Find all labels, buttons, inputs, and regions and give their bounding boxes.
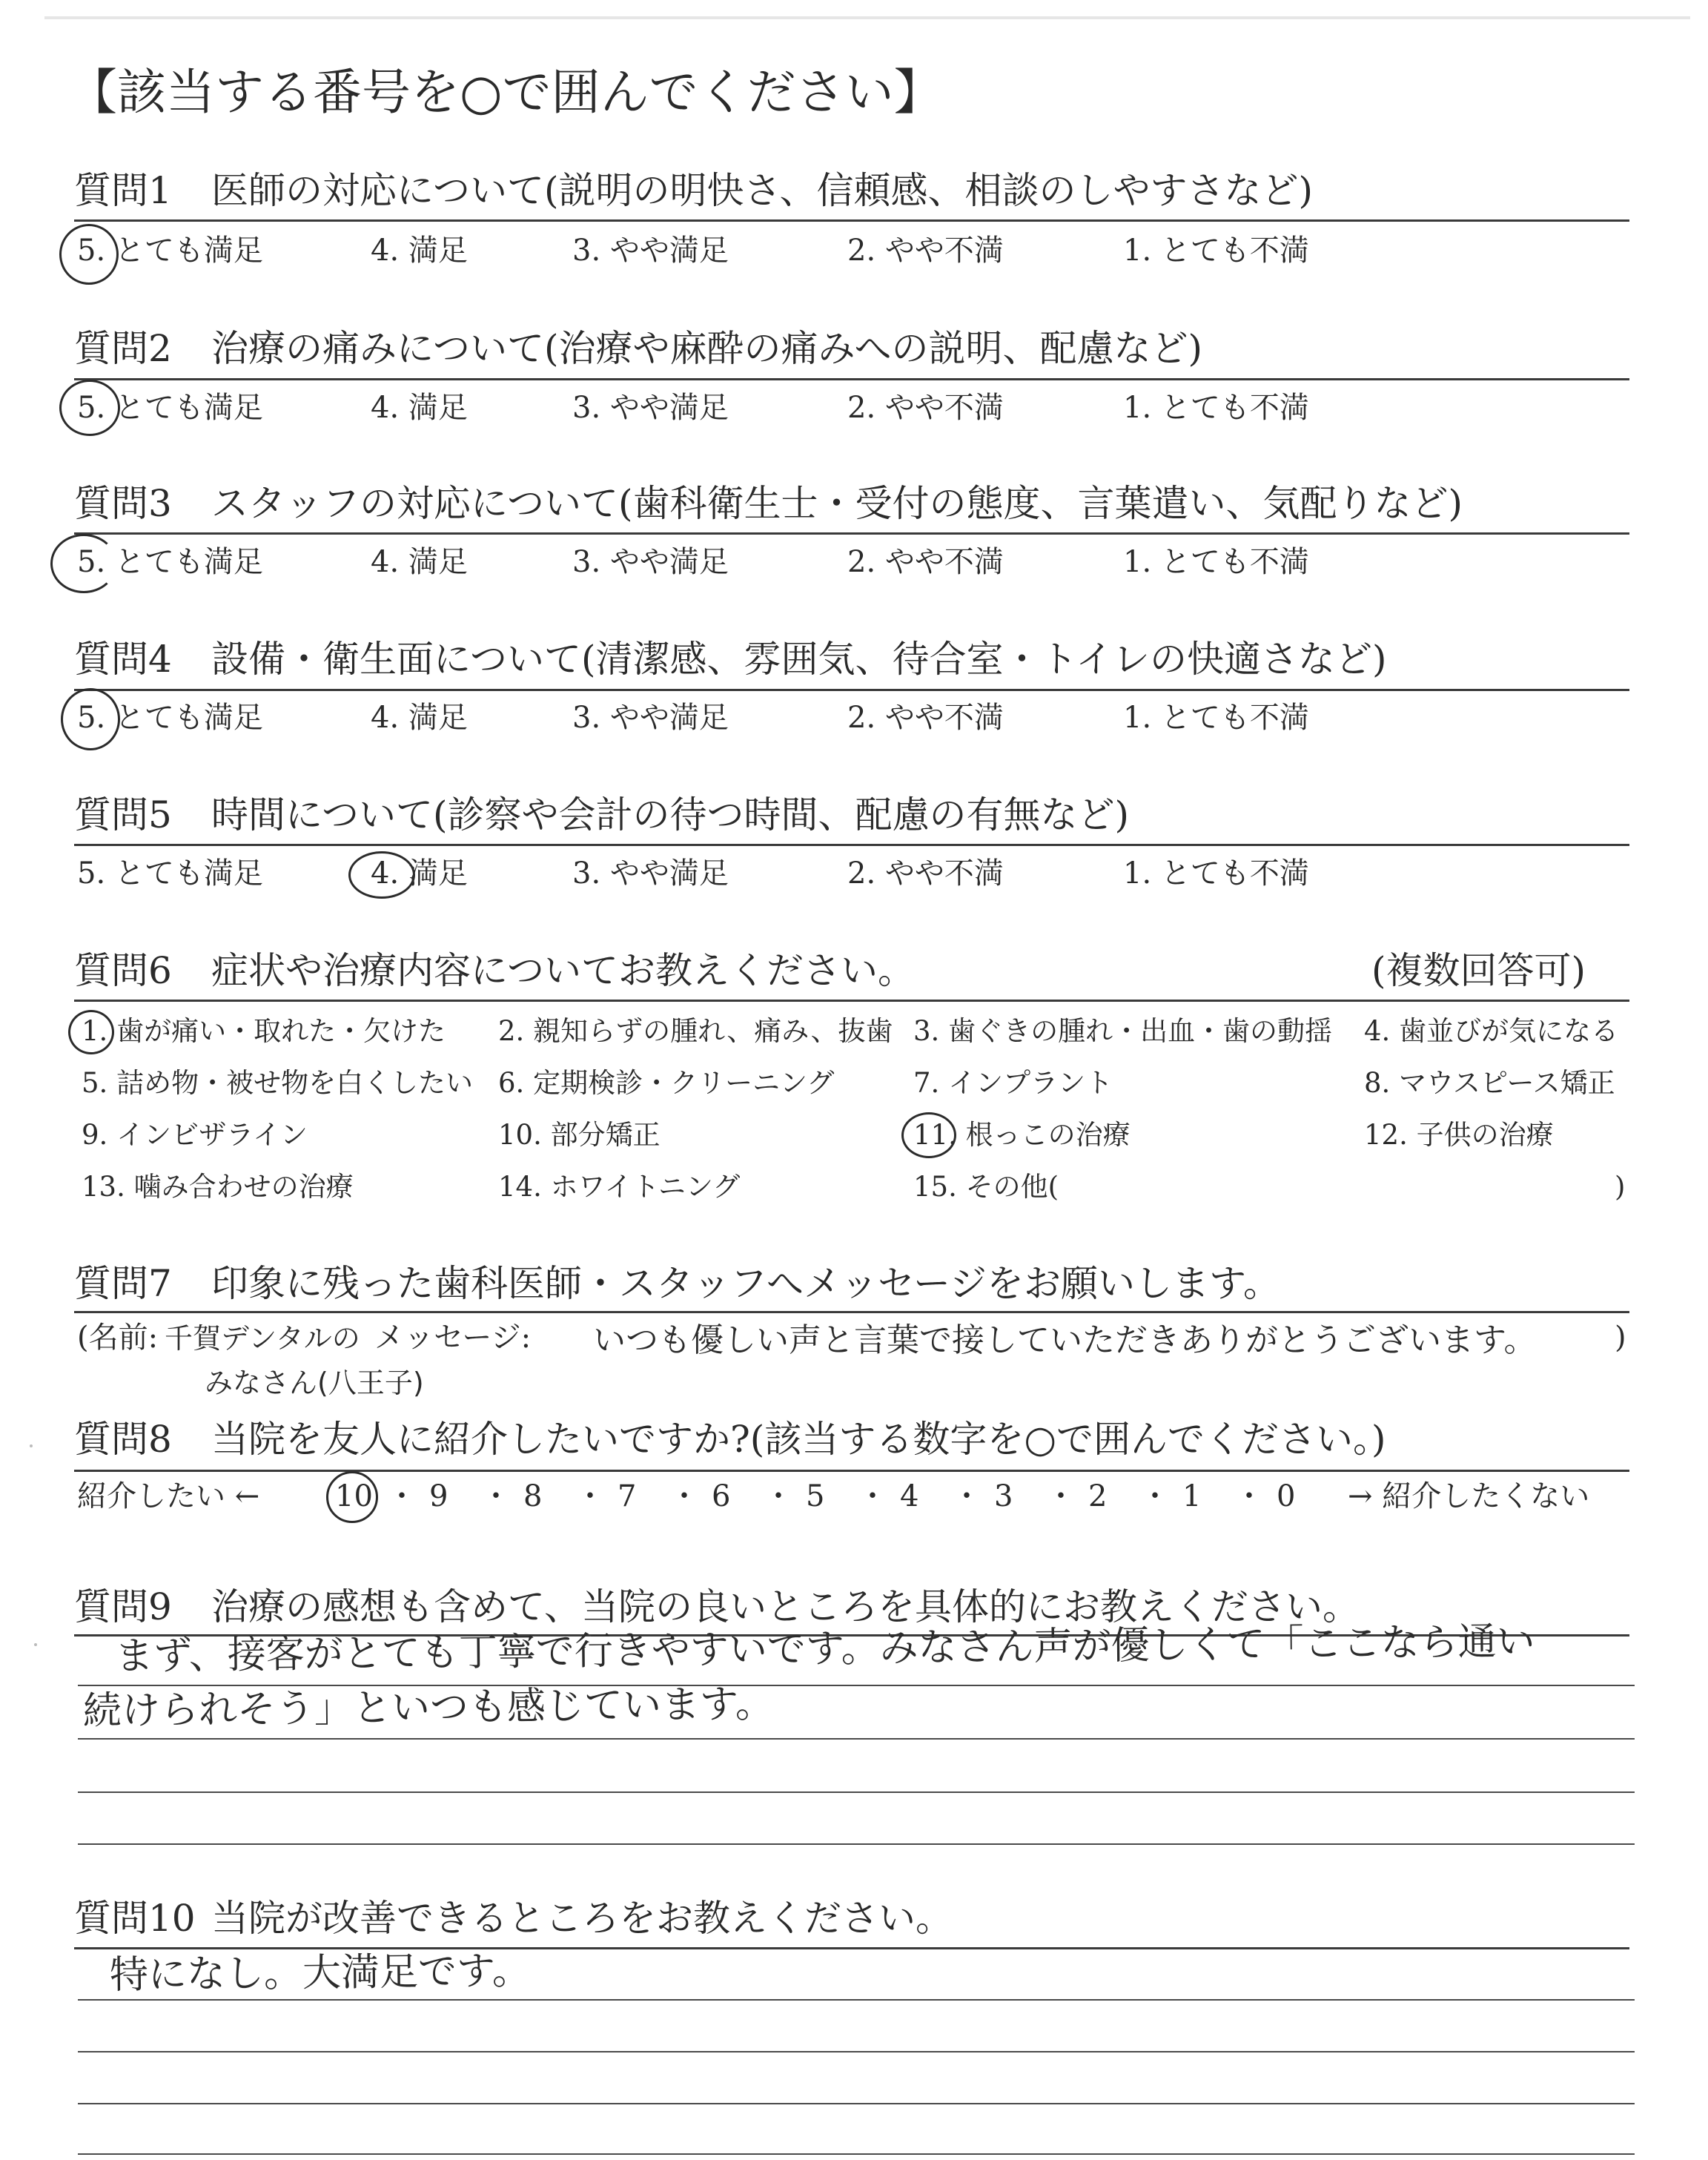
q3-option-5[interactable]: 5. とても満足 <box>77 545 263 579</box>
question-1-rule <box>74 219 1629 222</box>
question-4-text: 設備・衛生面について(清潔感、雰囲気、待合室・トイレの快適さなど) <box>211 638 1387 681</box>
q9-writing-line-2 <box>78 1738 1635 1740</box>
q10-writing-line-2 <box>78 2051 1635 2052</box>
q8-scale-value-9[interactable]: 9 <box>429 1479 448 1513</box>
top-edge-line <box>44 16 1690 19</box>
q8-left-label: 紹介したい ← <box>77 1479 260 1513</box>
q7-handwritten-message: いつも優しい声と言葉で接していただきありがとうございます。 <box>593 1321 1537 1359</box>
q3-option-3[interactable]: 3. やや満足 <box>572 545 729 579</box>
q7-message-label: メッセージ: <box>374 1321 532 1355</box>
q3-option-2[interactable]: 2. やや不満 <box>847 545 1004 579</box>
question-3-label: 質問3 <box>74 482 172 525</box>
q8-scale-separator: ・ <box>1140 1479 1170 1513</box>
q3-selected-circle-mark <box>50 534 117 593</box>
question-9-title <box>74 1585 1360 1628</box>
q8-scale-value-5[interactable]: 5 <box>806 1479 825 1513</box>
question-3-text: スタッフの対応について(歯科衛生士・受付の態度、言葉遣い、気配りなど) <box>211 482 1463 525</box>
q1-option-3[interactable]: 3. やや満足 <box>572 234 729 268</box>
q7-name-label: (名前: <box>77 1321 159 1355</box>
q6-option-1[interactable]: 1. 歯が痛い・取れた・欠けた <box>82 1015 446 1047</box>
q8-scale-separator: ・ <box>387 1479 417 1513</box>
q4-option-3[interactable]: 3. やや満足 <box>572 701 729 735</box>
question-5-title <box>74 793 1130 836</box>
question-4-label: 質問4 <box>74 638 172 681</box>
q8-scale-value-6[interactable]: 6 <box>712 1479 731 1513</box>
scan-speck <box>30 1444 33 1447</box>
q8-scale-separator: ・ <box>952 1479 982 1513</box>
question-6-rule <box>74 1000 1629 1002</box>
q8-scale-value-10[interactable]: 10 <box>335 1479 373 1513</box>
q6-option-2[interactable]: 2. 親知らずの腫れ、痛み、抜歯 <box>498 1015 893 1047</box>
q2-option-2[interactable]: 2. やや不満 <box>847 391 1004 425</box>
q6-selected-circle-mark-1 <box>68 1010 114 1054</box>
q8-scale-separator: ・ <box>481 1479 511 1513</box>
q8-scale-value-4[interactable]: 4 <box>900 1479 919 1513</box>
question-7-rule <box>74 1311 1629 1313</box>
question-7-title <box>74 1262 1280 1305</box>
q6-option-8[interactable]: 8. マウスピース矯正 <box>1364 1067 1615 1099</box>
q3-option-1[interactable]: 1. とても不満 <box>1123 545 1309 579</box>
question-5-rule <box>74 844 1629 846</box>
q1-option-5[interactable]: 5. とても満足 <box>77 234 263 268</box>
question-5-label: 質問5 <box>74 793 172 836</box>
q10-writing-line-3 <box>78 2103 1635 2104</box>
q2-option-4[interactable]: 4. 満足 <box>371 391 468 425</box>
question-6-title <box>74 949 915 992</box>
question-2-label: 質問2 <box>74 327 172 370</box>
question-3-rule <box>74 532 1629 535</box>
q9-writing-line-1 <box>78 1685 1635 1686</box>
q8-scale-value-3[interactable]: 3 <box>994 1479 1013 1513</box>
q8-scale-value-7[interactable]: 7 <box>618 1479 637 1513</box>
q9-handwritten-line-2: 続けられそう」といつも感じています。 <box>82 1682 775 1734</box>
q6-option-3[interactable]: 3. 歯ぐきの腫れ・出血・歯の動揺 <box>913 1015 1333 1047</box>
q10-writing-line-4 <box>78 2153 1635 2155</box>
question-6-multiple-answer-note: (複数回答可) <box>1371 949 1586 992</box>
q9-writing-line-3 <box>78 1791 1635 1793</box>
question-8-label: 質問8 <box>74 1418 172 1461</box>
q8-scale-separator: ・ <box>1046 1479 1076 1513</box>
q3-option-4[interactable]: 4. 満足 <box>371 545 468 579</box>
q1-selected-circle-mark <box>59 224 119 285</box>
q6-option-11[interactable]: 11. 根っこの治療 <box>913 1119 1131 1151</box>
q10-writing-line-1 <box>78 1999 1635 2001</box>
q9-handwritten-line-1: まず、接客がとても丁寧で行きやすいです。みなさん声が優しくて「ここなら通い <box>114 1619 1535 1679</box>
question-10-text: 当院が改善できるところをお教えください。 <box>211 1897 953 1940</box>
q10-handwritten-line-1: 特になし。大満足です。 <box>109 1949 532 1998</box>
q8-scale-separator: ・ <box>764 1479 793 1513</box>
q8-scale-value-8[interactable]: 8 <box>523 1479 543 1513</box>
question-1-title <box>74 169 1314 212</box>
q2-option-5[interactable]: 5. とても満足 <box>77 391 263 425</box>
q1-option-1[interactable]: 1. とても不満 <box>1123 234 1309 268</box>
q6-option-5[interactable]: 5. 詰め物・被せ物を白くしたい <box>82 1067 474 1099</box>
q4-selected-circle-mark <box>61 688 120 750</box>
q2-option-1[interactable]: 1. とても不満 <box>1123 391 1309 425</box>
q7-handwritten-name-line1: 千賀デンタルの <box>165 1322 360 1355</box>
question-4-rule <box>74 689 1629 691</box>
q6-option-4[interactable]: 4. 歯並びが気になる <box>1364 1015 1619 1047</box>
question-2-text: 治療の痛みについて(治療や麻酔の痛みへの説明、配慮など) <box>211 327 1203 370</box>
question-7-text: 印象に残った歯科医師・スタッフへメッセージをお願いします。 <box>211 1262 1280 1305</box>
q9-writing-line-4 <box>78 1843 1635 1845</box>
question-6-text: 症状や治療内容についてお教えください。 <box>211 949 915 992</box>
question-10-rule <box>74 1947 1629 1949</box>
q1-option-2[interactable]: 2. やや不満 <box>847 234 1004 268</box>
question-9-text: 治療の感想も含めて、当院の良いところを具体的にお教えください。 <box>211 1585 1360 1628</box>
q6-option-6[interactable]: 6. 定期検診・クリーニング <box>498 1067 835 1099</box>
q5-option-5[interactable]: 5. とても満足 <box>77 856 263 891</box>
question-8-rule <box>74 1470 1629 1472</box>
question-6-label: 質問6 <box>74 949 172 992</box>
q6-option-14[interactable]: 14. ホワイトニング <box>498 1171 741 1203</box>
q4-option-2[interactable]: 2. やや不満 <box>847 701 1004 735</box>
question-8-title <box>74 1418 1386 1461</box>
q6-option-13[interactable]: 13. 噛み合わせの治療 <box>82 1171 354 1203</box>
q8-selected-circle-mark <box>326 1471 378 1523</box>
q5-option-3[interactable]: 3. やや満足 <box>572 856 729 891</box>
q6-option-12[interactable]: 12. 子供の治療 <box>1364 1119 1554 1151</box>
q8-scale-separator: ・ <box>575 1479 605 1513</box>
question-1-text: 医師の対応について(説明の明快さ、信頼感、相談のしやすさなど) <box>211 169 1314 212</box>
q6-option-15-close-paren: ) <box>1615 1171 1626 1203</box>
question-10-title <box>74 1897 953 1940</box>
instruction-heading: 【該当する番号を○で囲んでください】 <box>68 64 943 121</box>
q8-scale-value-1[interactable]: 1 <box>1182 1479 1202 1513</box>
question-7-label: 質問7 <box>74 1262 172 1305</box>
q5-selected-circle-mark <box>348 851 415 899</box>
q8-scale-value-0[interactable]: 0 <box>1277 1479 1296 1513</box>
question-3-title <box>74 482 1463 525</box>
q5-option-1[interactable]: 1. とても不満 <box>1123 856 1309 891</box>
q7-close-paren: ) <box>1615 1321 1626 1355</box>
q2-option-3[interactable]: 3. やや満足 <box>572 391 729 425</box>
q8-scale-separator: ・ <box>1234 1479 1264 1513</box>
q6-option-15[interactable]: 15. その他( <box>913 1171 1059 1203</box>
question-4-title <box>74 638 1387 681</box>
scan-speck <box>34 1643 37 1646</box>
question-1-label: 質問1 <box>74 169 172 212</box>
q4-option-4[interactable]: 4. 満足 <box>371 701 468 735</box>
q5-option-2[interactable]: 2. やや不満 <box>847 856 1004 891</box>
q2-selected-circle-mark <box>59 380 120 436</box>
q6-selected-circle-mark-11 <box>901 1112 956 1158</box>
question-2-title <box>74 327 1203 370</box>
q8-scale-separator: ・ <box>858 1479 887 1513</box>
q7-handwritten-name-line2: みなさん(八王子) <box>205 1367 424 1399</box>
q8-scale-value-2[interactable]: 2 <box>1088 1479 1108 1513</box>
question-5-text: 時間について(診察や会計の待つ時間、配慮の有無など) <box>211 793 1130 836</box>
q8-scale-separator: ・ <box>669 1479 699 1513</box>
question-10-label: 質問10 <box>74 1897 196 1940</box>
question-2-rule <box>74 378 1629 380</box>
question-8-text: 当院を友人に紹介したいですか?(該当する数字を○で囲んでください。) <box>211 1418 1386 1461</box>
question-9-label: 質問9 <box>74 1585 172 1628</box>
q6-option-7[interactable]: 7. インプラント <box>913 1067 1113 1099</box>
q4-option-5[interactable]: 5. とても満足 <box>77 701 263 735</box>
q5-option-4[interactable]: 4. 満足 <box>371 856 468 891</box>
q1-option-4[interactable]: 4. 満足 <box>371 234 468 268</box>
q8-right-label: → 紹介したくない <box>1348 1479 1590 1513</box>
q6-option-10[interactable]: 10. 部分矯正 <box>498 1119 661 1151</box>
q4-option-1[interactable]: 1. とても不満 <box>1123 701 1309 735</box>
q6-option-9[interactable]: 9. インビザライン <box>82 1119 308 1151</box>
